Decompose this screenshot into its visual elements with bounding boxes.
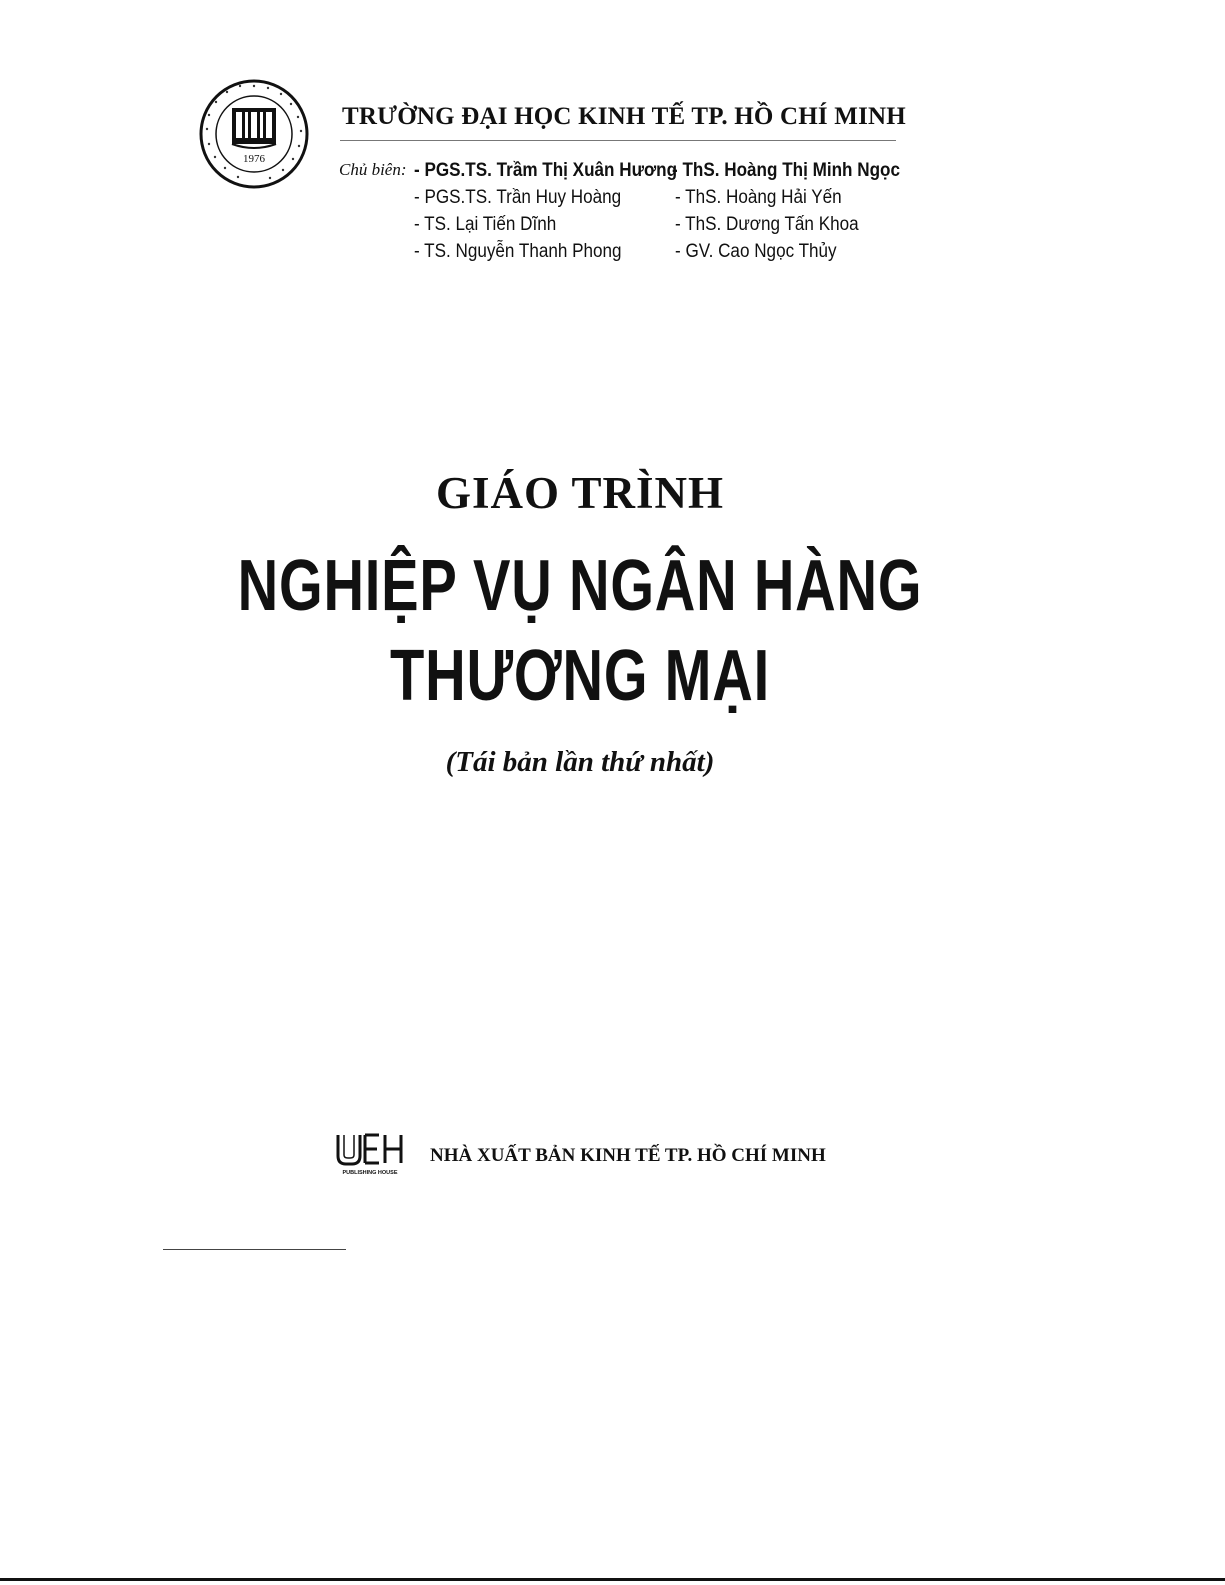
university-seal-logo [198,78,310,190]
editor-right-3: - ThS. Dương Tấn Khoa [675,214,859,235]
book-title-line-1: NGHIỆP VỤ NGÂN HÀNG [237,546,923,626]
publisher-logo [335,1132,405,1176]
book-type-label: GIÁO TRÌNH [436,468,724,518]
book-title-line-2: THƯƠNG MẠI [390,636,770,716]
svg-text:PUBLISHING HOUSE: PUBLISHING HOUSE [342,1170,398,1176]
editors-label: Chủ biên: [339,160,407,179]
school-name: TRƯỜNG ĐẠI HỌC KINH TẾ TP. HỒ CHÍ MINH [342,103,906,130]
header-divider [340,140,896,141]
publisher-name: NHÀ XUẤT BẢN KINH TẾ TP. HỒ CHÍ MINH [430,1145,826,1166]
editor-left-1: - PGS.TS. Trầm Thị Xuân Hương [414,160,678,181]
editor-left-3: - TS. Lại Tiến Dĩnh [414,214,557,235]
page-bottom-border [0,1578,1225,1581]
footnote-divider [163,1249,346,1250]
editor-left-2: - PGS.TS. Trần Huy Hoàng [414,187,622,208]
editor-right-1: - ThS. Hoàng Thị Minh Ngọc [672,160,900,181]
edition-note: (Tái bản lần thứ nhất) [445,746,715,778]
svg-text:1976: 1976 [243,153,265,165]
editor-right-2: - ThS. Hoàng Hải Yến [675,187,842,208]
editor-left-4: - TS. Nguyễn Thanh Phong [414,241,622,262]
editor-right-4: - GV. Cao Ngọc Thủy [675,241,837,262]
